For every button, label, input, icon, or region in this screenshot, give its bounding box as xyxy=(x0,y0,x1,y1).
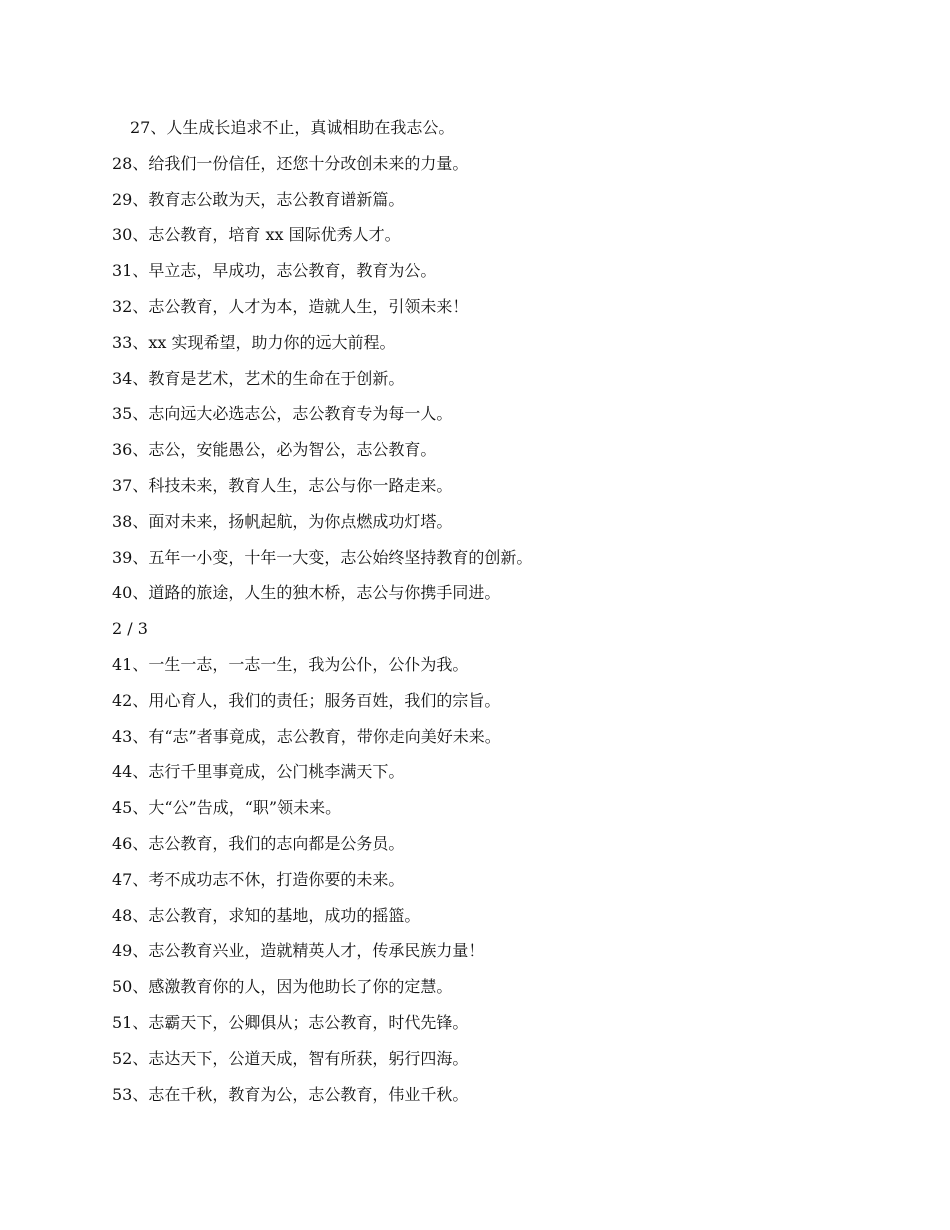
slogan-line: 27、人生成长追求不止，真诚相助在我志公。 xyxy=(130,118,455,137)
slogan-line: 40、道路的旅途，人生的独木桥，志公与你携手同进。 xyxy=(112,583,501,603)
slogan-line: 48、志公教育，求知的基地，成功的摇篮。 xyxy=(112,905,421,925)
page-number: 2 / 3 xyxy=(112,619,148,639)
slogan-line: 37、科技未来，教育人生，志公与你一路走来。 xyxy=(112,475,453,495)
slogan-line: 28、给我们一份信任，还您十分改创未来的力量。 xyxy=(112,153,469,173)
slogan-line: 36、志公，安能愚公，必为智公，志公教育。 xyxy=(112,440,437,460)
slogan-line: 47、考不成功志不休，打造你要的未来。 xyxy=(112,869,405,889)
slogan-line: 44、志行千里事竟成，公门桃李满天下。 xyxy=(112,762,405,782)
slogan-line: 52、志达天下，公道天成，智有所获，躬行四海。 xyxy=(112,1048,469,1068)
slogan-line: 50、感激教育你的人，因为他助长了你的定慧。 xyxy=(112,977,453,997)
slogan-line: 51、志霸天下，公卿俱从；志公教育，时代先锋。 xyxy=(112,1012,469,1032)
slogan-line: 43、有“志”者事竟成，志公教育，带你走向美好未来。 xyxy=(112,726,501,746)
slogan-line: 38、面对未来，扬帆起航，为你点燃成功灯塔。 xyxy=(112,511,453,531)
slogan-line: 45、大“公”告成，“职”领未来。 xyxy=(112,798,342,818)
slogan-line: 33、xx 实现希望，助力你的远大前程。 xyxy=(112,332,396,352)
slogan-line: 31、早立志，早成功，志公教育，教育为公。 xyxy=(112,261,437,281)
slogan-line: 39、五年一小变，十年一大变，志公始终坚持教育的创新。 xyxy=(112,547,533,567)
slogan-line: 46、志公教育，我们的志向都是公务员。 xyxy=(112,833,405,853)
slogan-line: 41、一生一志，一志一生，我为公仆，公仆为我。 xyxy=(112,654,469,674)
slogan-line: 42、用心育人，我们的责任；服务百姓，我们的宗旨。 xyxy=(112,690,501,710)
slogan-line: 35、志向远大必选志公，志公教育专为每一人。 xyxy=(112,404,453,424)
slogan-line: 29、教育志公敢为天，志公教育谱新篇。 xyxy=(112,189,405,209)
slogan-line: 30、志公教育，培育 xx 国际优秀人才。 xyxy=(112,225,401,245)
slogan-line: 34、教育是艺术，艺术的生命在于创新。 xyxy=(112,368,405,388)
slogan-list xyxy=(112,110,872,1112)
slogan-line: 32、志公教育，人才为本，造就人生，引领未来！ xyxy=(112,296,469,316)
slogan-line: 53、志在千秋，教育为公，志公教育，伟业千秋。 xyxy=(112,1084,469,1104)
slogan-line: 49、志公教育兴业，造就精英人才，传承民族力量！ xyxy=(112,941,485,961)
